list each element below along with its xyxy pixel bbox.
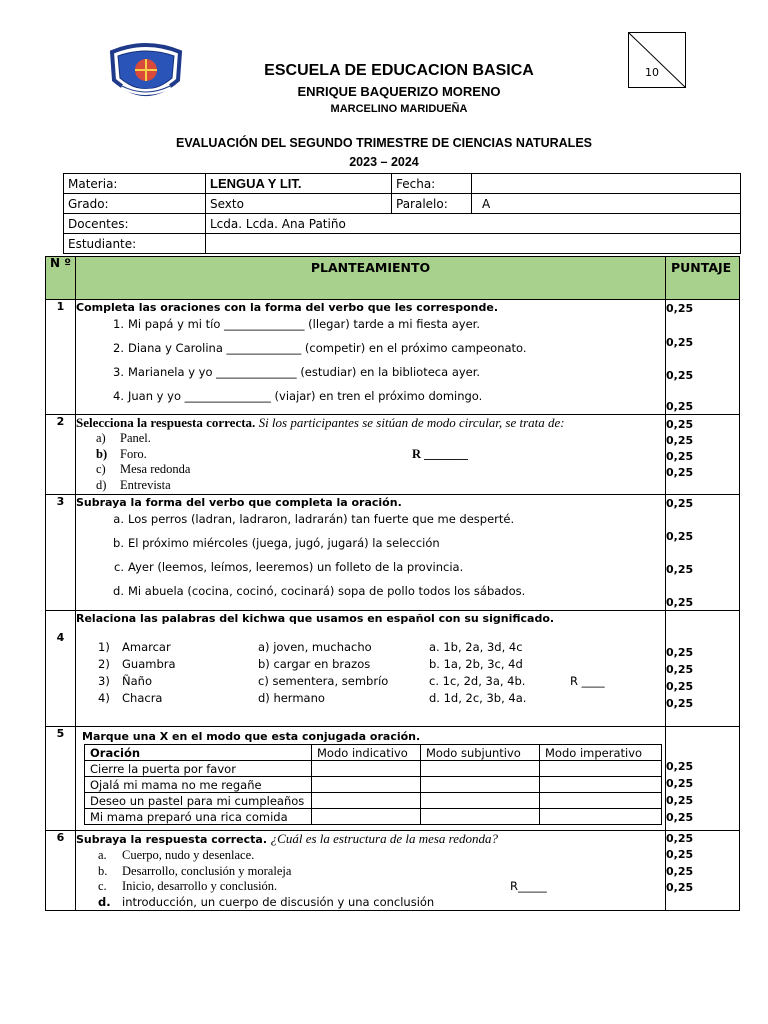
list-item: b) Foro. R _______ (96, 446, 468, 461)
list-item: b. Desarrollo, conclusión y moraleja (98, 863, 292, 878)
score-cell: 0,25 0,25 0,25 0,25 (666, 415, 740, 495)
school-title: ESCUELA DE EDUCACION BASICA (264, 62, 534, 79)
materia-label: Materia: (64, 174, 206, 194)
question-title: Selecciona la respuesta correcta. (76, 415, 256, 430)
list-item: 3. Marianela y yo ______________ (estudiar) en la biblioteca ayer. (113, 365, 481, 379)
score-cell: 0,25 0,25 0,25 0,25 (666, 300, 740, 415)
exam-years: 2023 – 2024 (349, 155, 419, 169)
score-cell: 0,25 0,25 0,25 0,25 (666, 831, 740, 911)
school-name: ENRIQUE BAQUERIZO MORENO (297, 84, 501, 99)
docentes-value: Lcda. Lcda. Ana Patiño (206, 214, 741, 234)
question-text: Si los participantes se sitúan de modo circular, se trata de: (258, 415, 565, 430)
list-item: c. 1c, 2d, 3a, 4b. (429, 674, 526, 688)
school-city: MARCELINO MARIDUEÑA (330, 103, 468, 115)
question-row (46, 611, 740, 727)
answer-line[interactable]: R _______ (412, 446, 468, 461)
list-item: d) hermano (258, 691, 325, 705)
list-item: c) sementera, sembrío (258, 674, 389, 688)
list-item: 1) Amarcar (98, 640, 171, 654)
answer-line[interactable]: R ____ (570, 674, 605, 688)
list-item: a) Panel. (96, 431, 151, 445)
paralelo-value: A (472, 194, 741, 214)
list-item: c. Ayer (leemos, leímos, leeremos) un folleto de la provincia. (114, 560, 464, 574)
paralelo-label: Paralelo: (392, 194, 472, 214)
question-number: 5 (46, 727, 76, 831)
materia-value: LENGUA Y LIT. (206, 174, 392, 194)
grado-value: Sexto (206, 194, 392, 214)
question-number: 2 (46, 415, 76, 495)
list-item: b. 1a, 2b, 3c, 4d (429, 657, 523, 671)
question-title: Subraya la forma del verbo que completa la oración. (76, 496, 402, 509)
answer-line[interactable]: R_____ (510, 879, 547, 893)
score-cell: 0,25 0,25 0,25 0,25 (666, 611, 740, 727)
mode-header: Modo subjuntivo (421, 745, 540, 761)
exam-table (45, 256, 740, 911)
exam-title: EVALUACIÓN DEL SEGUNDO TRIMESTRE DE CIENCIAS NATURALES (176, 136, 592, 150)
fecha-field[interactable] (472, 174, 741, 194)
estudiante-field[interactable] (206, 234, 741, 254)
matching-block (76, 639, 665, 707)
docentes-label: Docentes: (64, 214, 206, 234)
list-item: 2) Guambra (98, 657, 176, 671)
mode-table (84, 744, 662, 825)
list-item: 3) Ñaño (98, 674, 152, 688)
fecha-label: Fecha: (392, 174, 472, 194)
question-row (46, 415, 740, 495)
list-item: d) Entrevista (96, 477, 171, 492)
question-row (46, 300, 740, 415)
question-row (46, 831, 740, 911)
col-plan-header: PLANTEAMIENTO (76, 257, 666, 300)
mode-header: Modo indicativo (312, 745, 421, 761)
list-item: a. Cuerpo, nudo y desenlace. (98, 848, 255, 862)
question-row (46, 495, 740, 611)
mode-header: Modo imperativo (540, 745, 662, 761)
grado-label: Grado: (64, 194, 206, 214)
list-item: b) cargar en brazos (258, 657, 371, 671)
table-row: Cierre la puerta por favor (85, 761, 662, 777)
grade-box (628, 32, 686, 88)
grade-value: 10 (645, 66, 659, 79)
col-num-header: N º (46, 257, 76, 300)
question-number: 3 (46, 495, 76, 611)
list-item: d. introducción, un cuerpo de discusión y una conclusión (98, 894, 435, 909)
list-item: d. Mi abuela (cocina, cocinó, cocinará) sopa de pollo todos los sábados. (113, 584, 526, 598)
list-item: 4. Juan y yo _______________ (viajar) en tren el próximo domingo. (113, 389, 483, 403)
info-table (63, 173, 741, 254)
list-item: b. El próximo miércoles (juega, jugó, jugará) la selección (113, 536, 440, 550)
question-number: 1 (46, 300, 76, 415)
list-item: d. 1d, 2c, 3b, 4a. (429, 691, 527, 705)
score-cell: 0,25 0,25 0,25 0,25 (666, 495, 740, 611)
mode-header: Oración (85, 745, 312, 761)
question-row (46, 727, 740, 831)
estudiante-label: Estudiante: (64, 234, 206, 254)
question-title: Subraya la respuesta correcta. (76, 833, 268, 846)
question-title: Completa las oraciones con la forma del verbo que les corresponde. (76, 301, 499, 314)
table-row: Deseo un pastel para mi cumpleaños (85, 793, 662, 809)
question-number: 6 (46, 831, 76, 911)
list-item: 2. Diana y Carolina _____________ (competir) en el próximo campeonato. (113, 341, 527, 355)
col-score-header: PUNTAJE (666, 257, 740, 300)
score-cell: 0,25 0,25 0,25 0,25 (666, 727, 740, 831)
table-row: Ojalá mi mama no me regañe (85, 777, 662, 793)
list-item: 1. Mi papá y mi tío ______________ (llegar) tarde a mi fiesta ayer. (113, 317, 481, 331)
list-item: 4) Chacra (98, 691, 163, 705)
question-text: ¿Cuál es la estructura de la mesa redonda? (270, 831, 499, 846)
list-item: c) Mesa redonda (96, 462, 191, 476)
question-title: Relaciona las palabras del kichwa que usamos en español con su significado. (76, 612, 555, 625)
list-item: a) joven, muchacho (258, 640, 372, 654)
list-item: c. Inicio, desarrollo y conclusión. R_____ (98, 879, 547, 893)
list-item: a. Los perros (ladran, ladraron, ladrarán) tan fuerte que me desperté. (113, 512, 515, 526)
question-title: Marque una X en el modo que esta conjugada oración. (82, 730, 421, 743)
list-item: a. 1b, 2a, 3d, 4c (429, 640, 523, 654)
table-row: Mi mama preparó una rica comida (85, 809, 662, 825)
question-number: 4 (46, 611, 76, 727)
